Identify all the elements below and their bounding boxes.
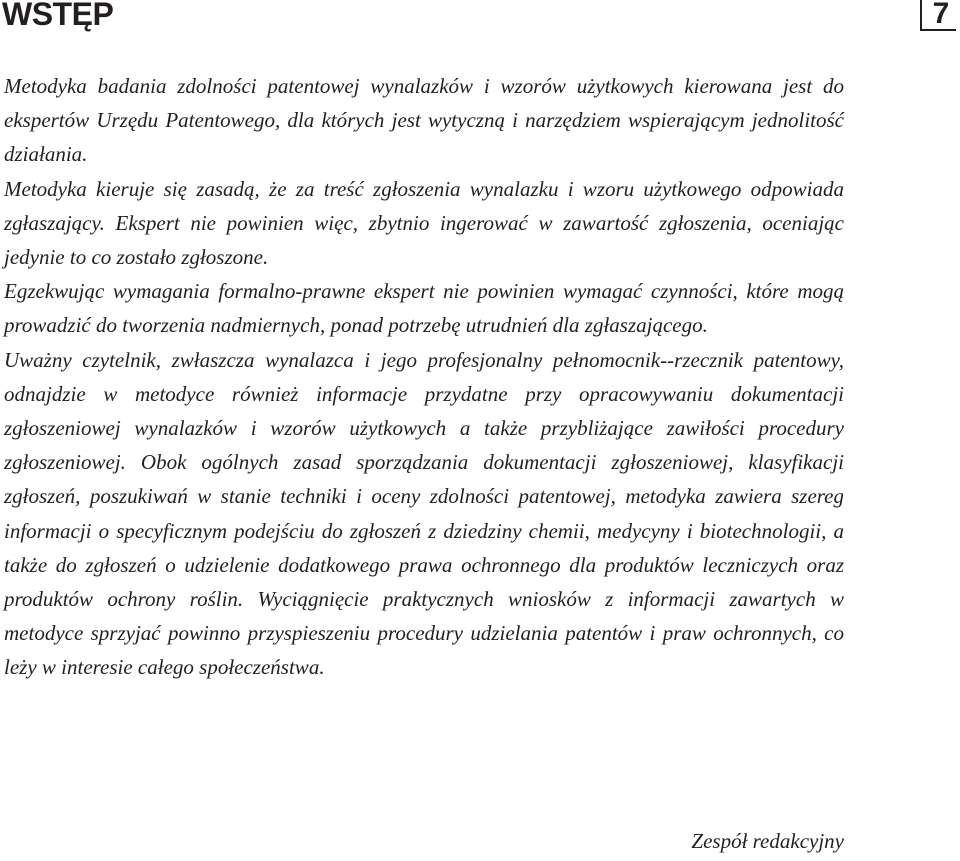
paragraph: Egzekwując wymagania formalno-prawne ekspert nie powinien wymagać czynności, które mogą prowadzić do tworzenia nadmiernych, ponad potrzebę utrudnień dla zgłaszającego. [4,279,844,338]
page-number: 7 [920,0,956,31]
paragraph: Uważny czytelnik, zwłaszcza wynalazca i jego profesjonalny pełnomocnik--rzecznik patentowy, odnajdzie w metodyce również informacje przydatne przy opracowywaniu dokumentacji zgłoszeniowej wynalazków i wzorów użytkowych a także przybliżające zawiłości procedury zgłoszeniowej. Obok ogólnych zasad sporządzania dokumentacji zgłoszeniowej, klasyfikacji zgłoszeń, poszukiwań w stanie techniki i oceny zdolności patentowej, metodyka zawiera szereg informacji o specyficznym podejściu do zgłoszeń z dziedziny chemii, medycyny i biotechnologii, a także do zgłoszeń o udzielenie dodatkowego prawa ochronnego dla produktów leczniczych oraz produktów ochrony roślin. Wyciągnięcie praktycznych wniosków z informacji zawartych w metodyce sprzyjać powinno przyspieszeniu procedury udzielania patentów i praw ochronnych, co leży w interesie całego społeczeństwa. [4,347,844,680]
section-title: WSTĘP [2,0,114,32]
body-text [4,69,844,685]
signature: Zespół redakcyjny [691,829,844,853]
paragraph: Metodyka badania zdolności patentowej wynalazków i wzorów użytkowych kierowana jest do ekspertów Urzędu Patentowego, dla których jest wytyczną i narzędziem wspierającym jednolitość działania. [4,74,844,167]
paragraph: Metodyka kieruje się zasadą, że za treść zgłoszenia wynalazku i wzoru użytkowego odpowiada zgłaszający. Ekspert nie powinien więc, zbytnio ingerować w zawartość zgłoszenia, oceniając jedynie to co zostało zgłoszone. [4,176,844,270]
